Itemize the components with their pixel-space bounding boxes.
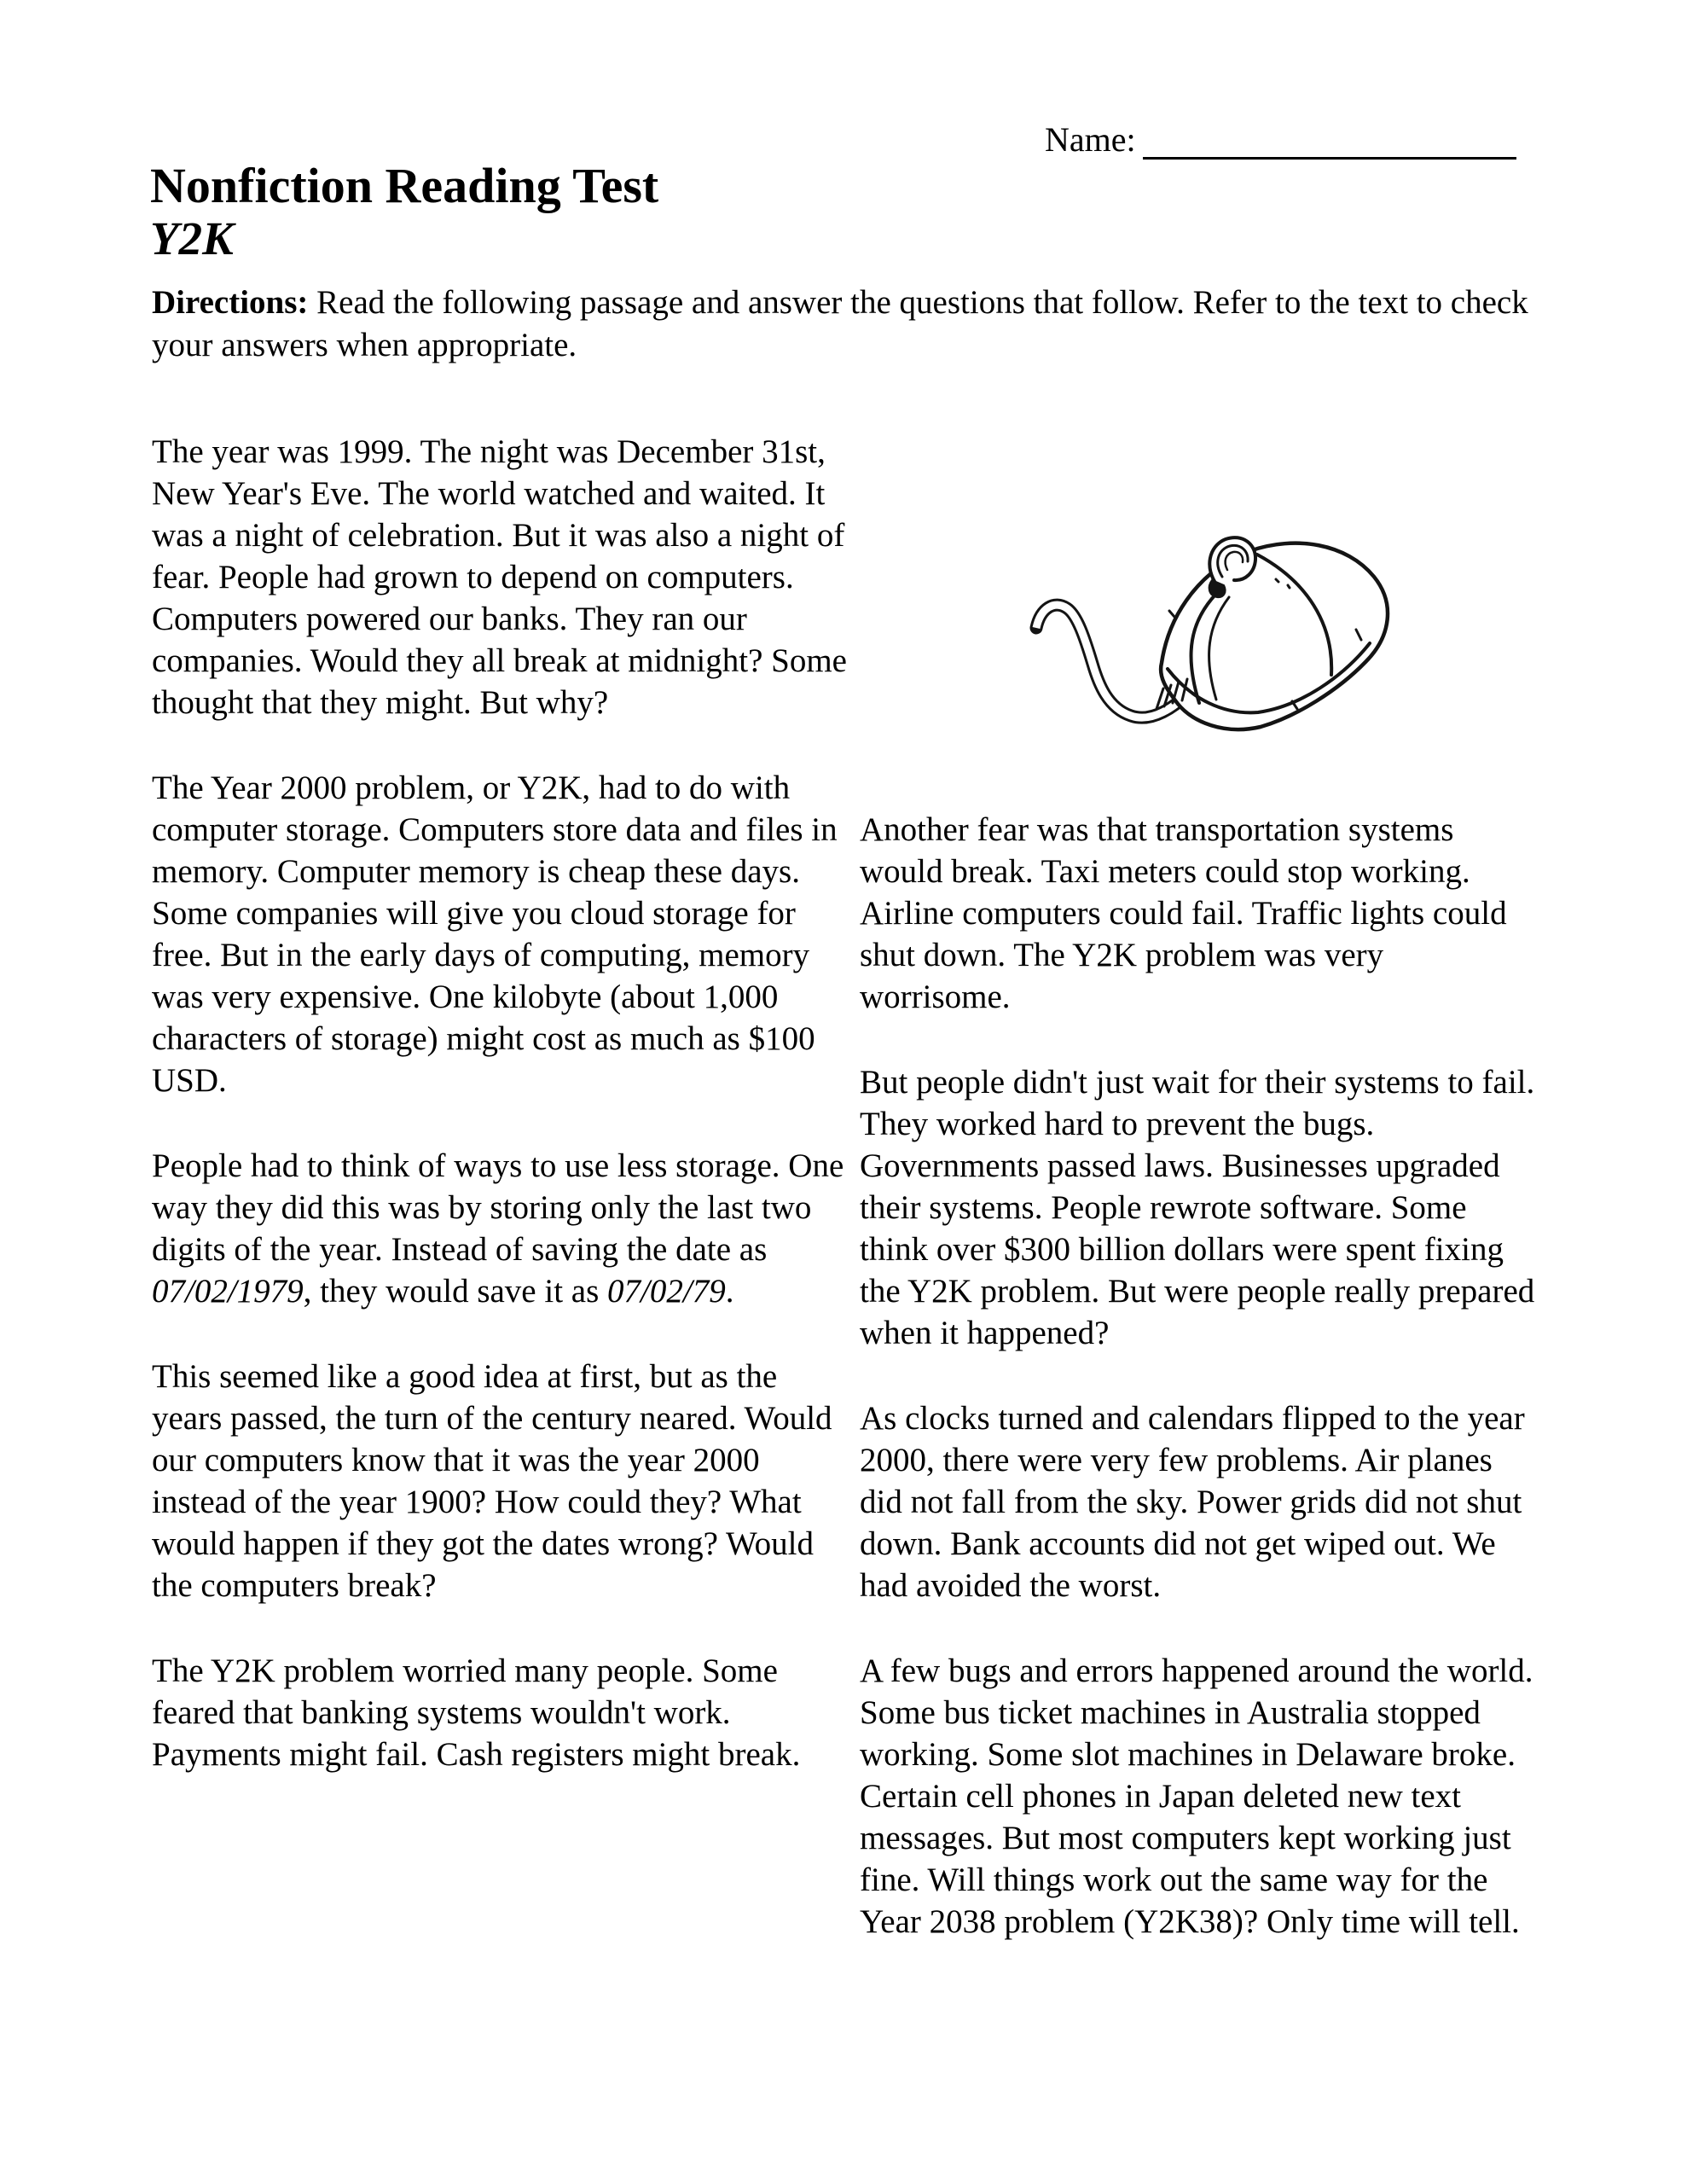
date-example-full: 07/02/1979 — [152, 1273, 304, 1310]
passage-paragraph: This seemed like a good idea at first, but as the years passed, the turn of the century neared. Would our computers know that it was the year 2000 instead of the year 1900? How could they? What would happen if they got the dates wrong? Would the computers break? — [152, 1358, 832, 1604]
paragraph-segment: People had to think of ways to use less storage. One way they did this was by storing only the last two digits of the year. Instead of saving the date as — [152, 1147, 844, 1268]
passage-paragraph: The Year 2000 problem, or Y2K, had to do with computer storage. Computers store data and files in memory. Computer memory is cheap these days. Some companies will give you cloud storage for free. But in the early days of computing, memory was very expensive. One kilobyte (about 1,000 characters of storage) might cost as much as $100 USD. — [152, 770, 838, 1099]
passage-paragraph: But people didn't just wait for their systems to fail. They worked hard to prevent the bugs. Governments passed laws. Businesses upgraded their systems. People rewrote software. Some think over $300 billion dollars were spent fixing the Y2K problem. But were people really prepared when it happened? — [860, 1064, 1535, 1351]
passage-column-left — [152, 431, 847, 1819]
name-label: Name: — [1045, 120, 1136, 159]
page-title: Nonfiction Reading Test — [150, 158, 659, 213]
name-row — [1045, 119, 1516, 160]
passage-paragraph: The Y2K problem worried many people. Some feared that banking systems wouldn't work. Payments might fail. Cash registers might break. — [152, 1653, 801, 1773]
passage-paragraph: Another fear was that transportation systems would break. Taxi meters could stop working. Airline computers could fail. Traffic lights could shut down. The Y2K problem was very worrisome. — [860, 811, 1507, 1015]
directions-label: Directions: — [152, 284, 309, 321]
passage-paragraph: As clocks turned and calendars flipped to the year 2000, there were very few problems. Air planes did not fall from the sky. Power grids did not shut down. Bank accounts did not get wiped out. We had avoided the worst. — [860, 1400, 1525, 1604]
directions-text: Read the following passage and answer the questions that follow. Refer to the text to check your answers when appropriate. — [152, 284, 1528, 363]
passage-paragraph — [152, 1145, 847, 1312]
date-example-short: 07/02/79 — [607, 1273, 726, 1310]
mouse-body — [1161, 543, 1388, 729]
directions — [152, 282, 1551, 367]
computer-mouse-illustration — [994, 502, 1420, 741]
passage-column-right — [860, 809, 1542, 1986]
name-blank-field[interactable] — [1143, 121, 1516, 160]
passage-paragraph: The year was 1999. The night was December 31st, New Year's Eve. The world watched and waited. It was a night of celebration. But it was also a night of fear. People had grown to depend on computers. Computers powered our banks. They ran our companies. Would they all break at midnight? Some thought that they might. But why? — [152, 433, 847, 721]
page-subtitle: Y2K — [150, 212, 234, 264]
passage-paragraph: A few bugs and errors happened around the world. Some bus ticket machines in Australia stopped working. Some slot machines in Delaware broke. Certain cell phones in Japan deleted new text messages. But most computers kept working just fine. Will things work out the same way for the Year 2038 problem (Y2K38)? Only time will tell. — [860, 1653, 1533, 1940]
paragraph-segment: , they would save it as — [303, 1273, 608, 1310]
paragraph-segment: . — [725, 1273, 734, 1310]
